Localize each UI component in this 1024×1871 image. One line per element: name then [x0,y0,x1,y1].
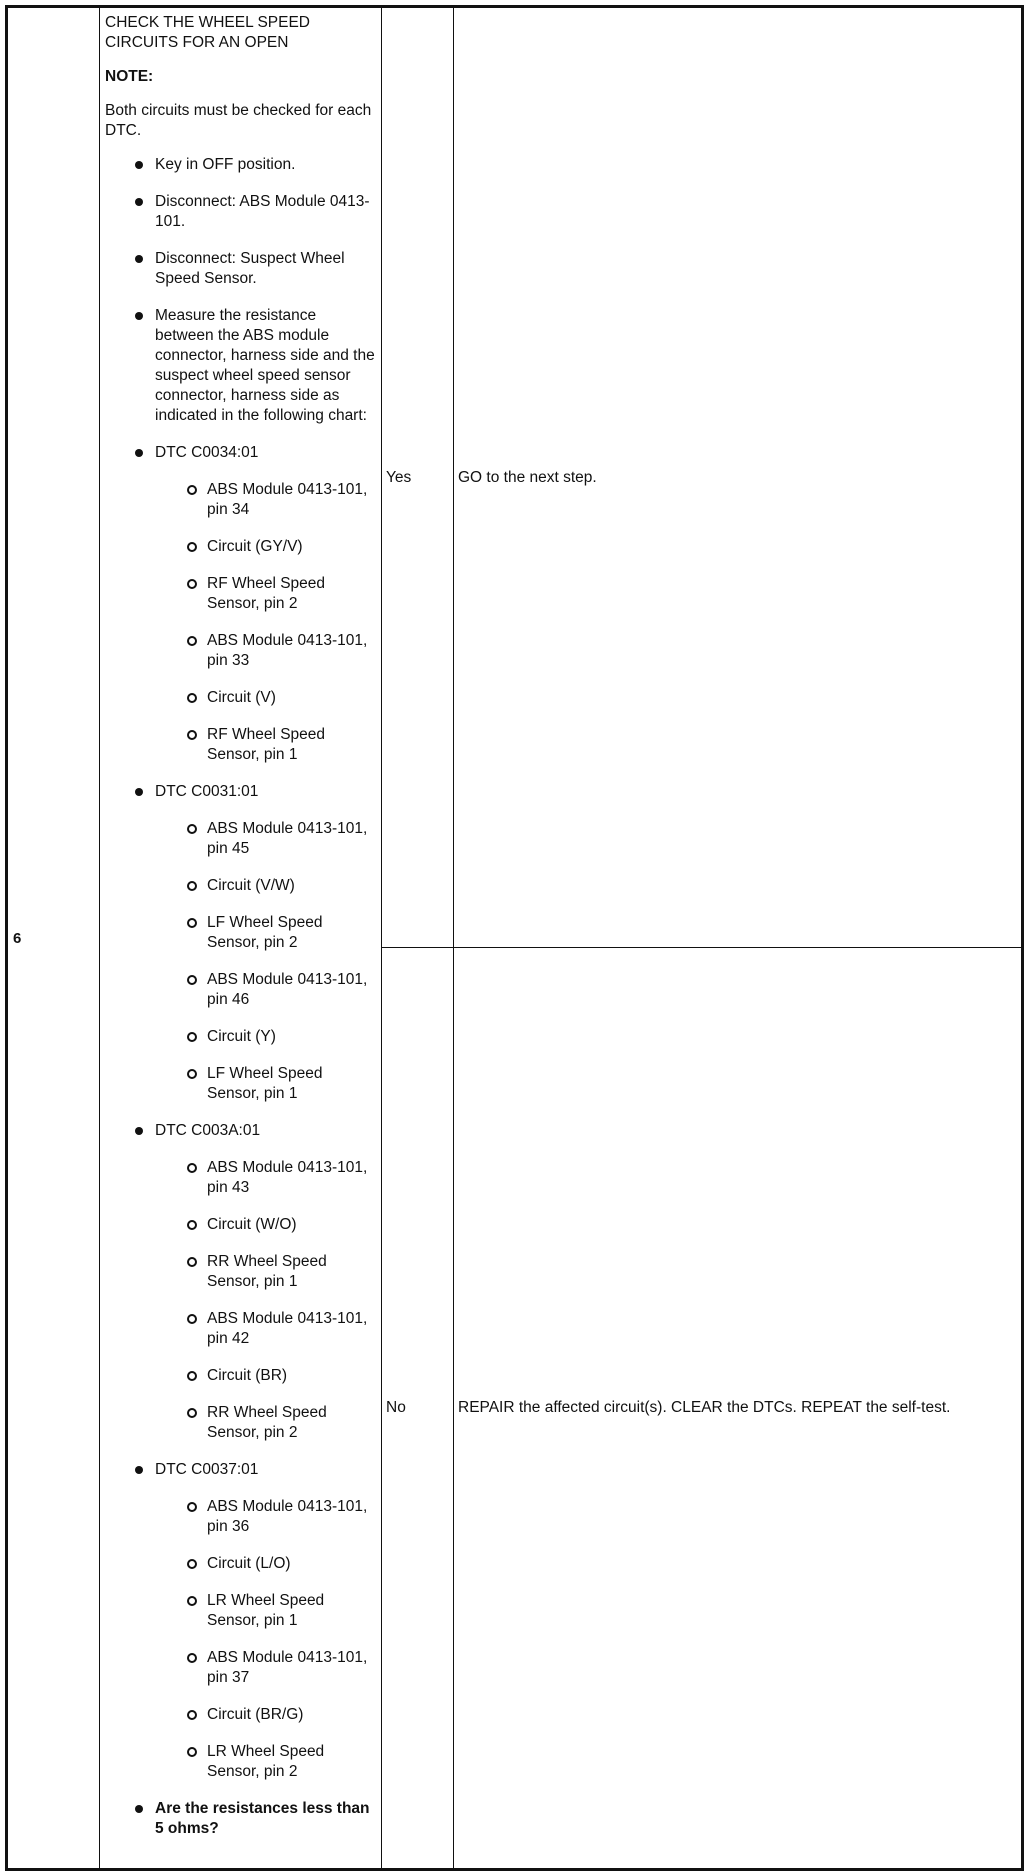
circle-bullet-icon [187,975,197,985]
dtc-item [155,725,375,765]
dtc-item-text: ABS Module 0413-101, pin 42 [207,1310,368,1347]
dtc-item [155,876,375,896]
dtc-item-text: Circuit (BR/G) [207,1706,304,1723]
step-number: 6 [7,7,100,1870]
circle-bullet-icon [187,542,197,552]
action-item [105,306,375,426]
circle-bullet-icon [187,485,197,495]
dtc-item [155,1591,375,1631]
bullet-dot-icon [135,312,143,320]
dtc-item-text: Circuit (W/O) [207,1216,297,1233]
note-text: Both circuits must be checked for each DTC. [105,102,372,139]
dtc-item-list [155,819,375,1104]
dtc-item-text: ABS Module 0413-101, pin 34 [207,481,368,518]
bullet-dot-icon [135,1466,143,1474]
circle-bullet-icon [187,1502,197,1512]
dtc-code: DTC C003A:01 [155,1122,261,1139]
dtc-item [155,970,375,1010]
dtc-item-text: RF Wheel Speed Sensor, pin 1 [207,726,326,763]
circle-bullet-icon [187,918,197,928]
action-text: Disconnect: Suspect Wheel Speed Sensor. [155,250,345,287]
circle-bullet-icon [187,1653,197,1663]
dtc-item-text: Circuit (L/O) [207,1555,291,1572]
circle-bullet-icon [187,693,197,703]
dtc-item-text: Circuit (BR) [207,1367,288,1384]
bullet-dot-icon [135,1805,143,1813]
dtc-item [155,688,375,708]
step-heading: CHECK THE WHEEL SPEED CIRCUITS FOR AN OPEN [105,14,310,51]
circle-bullet-icon [187,1408,197,1418]
dtc-item [155,1366,375,1386]
circle-bullet-icon [187,1559,197,1569]
dtc-item [155,1742,375,1782]
bullet-dot-icon [135,198,143,206]
dtc-item-text: ABS Module 0413-101, pin 37 [207,1649,368,1686]
dtc-item-text: RR Wheel Speed Sensor, pin 2 [207,1404,327,1441]
dtc-item [155,1648,375,1688]
bullet-dot-icon [135,1127,143,1135]
circle-bullet-icon [187,1163,197,1173]
circle-bullet-icon [187,881,197,891]
dtc-code: DTC C0037:01 [155,1461,259,1478]
circle-bullet-icon [187,1371,197,1381]
circle-bullet-icon [187,579,197,589]
dtc-item [155,631,375,671]
bullet-dot-icon [135,161,143,169]
dtc-group [105,1460,375,1782]
dtc-item-text: Circuit (GY/V) [207,538,303,555]
result-no-action: REPAIR the affected circuit(s). CLEAR the DTCs. REPEAT the self-test. [454,948,1023,1870]
circle-bullet-icon [187,1747,197,1757]
dtc-item-list [155,1158,375,1443]
action-item [105,249,375,289]
dtc-item-text: LF Wheel Speed Sensor, pin 2 [207,914,323,951]
dtc-item-text: ABS Module 0413-101, pin 45 [207,820,368,857]
dtc-item-text: Circuit (V) [207,689,276,706]
result-no-label: No [382,948,454,1870]
circle-bullet-icon [187,636,197,646]
dtc-code: DTC C0031:01 [155,783,259,800]
result-yes-action: GO to the next step. [454,7,1023,948]
circle-bullet-icon [187,1710,197,1720]
result-yes-label: Yes [382,7,454,948]
dtc-item-text: LF Wheel Speed Sensor, pin 1 [207,1065,323,1102]
circle-bullet-icon [187,1032,197,1042]
step-actions-cell [100,7,382,1870]
action-item [105,192,375,232]
dtc-item-text: LR Wheel Speed Sensor, pin 2 [207,1743,325,1780]
circle-bullet-icon [187,730,197,740]
dtc-item-text: ABS Module 0413-101, pin 46 [207,971,368,1008]
dtc-item [155,537,375,557]
dtc-item-list [155,1497,375,1782]
action-text: Disconnect: ABS Module 0413-101. [155,193,370,230]
dtc-item [155,574,375,614]
dtc-item-text: ABS Module 0413-101, pin 43 [207,1159,368,1196]
action-item [105,155,375,175]
circle-bullet-icon [187,1220,197,1230]
dtc-item-text: RR Wheel Speed Sensor, pin 1 [207,1253,327,1290]
question-text: Are the resistances less than 5 ohms? [155,1800,370,1837]
dtc-item-text: Circuit (Y) [207,1028,276,1045]
action-text: Key in OFF position. [155,156,296,173]
circle-bullet-icon [187,824,197,834]
circle-bullet-icon [187,1069,197,1079]
dtc-code: DTC C0034:01 [155,444,259,461]
dtc-item [155,913,375,953]
dtc-group [105,1121,375,1443]
dtc-item-text: RF Wheel Speed Sensor, pin 2 [207,575,326,612]
circle-bullet-icon [187,1257,197,1267]
action-list [105,155,375,1839]
dtc-item [155,1554,375,1574]
dtc-item-text: LR Wheel Speed Sensor, pin 1 [207,1592,325,1629]
dtc-item [155,1064,375,1104]
dtc-item [155,1215,375,1235]
dtc-item [155,1705,375,1725]
bullet-dot-icon [135,788,143,796]
circle-bullet-icon [187,1314,197,1324]
dtc-item [155,1158,375,1198]
dtc-item-list [155,480,375,765]
circle-bullet-icon [187,1596,197,1606]
dtc-item [155,819,375,859]
dtc-item [155,1309,375,1349]
dtc-item [155,1252,375,1292]
question-item [105,1799,375,1839]
dtc-group [105,782,375,1104]
bullet-dot-icon [135,255,143,263]
dtc-item [155,1497,375,1537]
dtc-item-text: ABS Module 0413-101, pin 36 [207,1498,368,1535]
bullet-dot-icon [135,449,143,457]
dtc-item [155,480,375,520]
diagnostic-step-table [5,5,1024,1871]
dtc-item-text: ABS Module 0413-101, pin 33 [207,632,368,669]
dtc-item-text: Circuit (V/W) [207,877,295,894]
note-label: NOTE: [105,68,154,85]
action-text: Measure the resistance between the ABS module connector, harness side and the suspect wheel speed sensor connector, harness side as indicated in the following chart: [155,307,375,424]
dtc-item [155,1403,375,1443]
dtc-group [105,443,375,765]
dtc-item [155,1027,375,1047]
